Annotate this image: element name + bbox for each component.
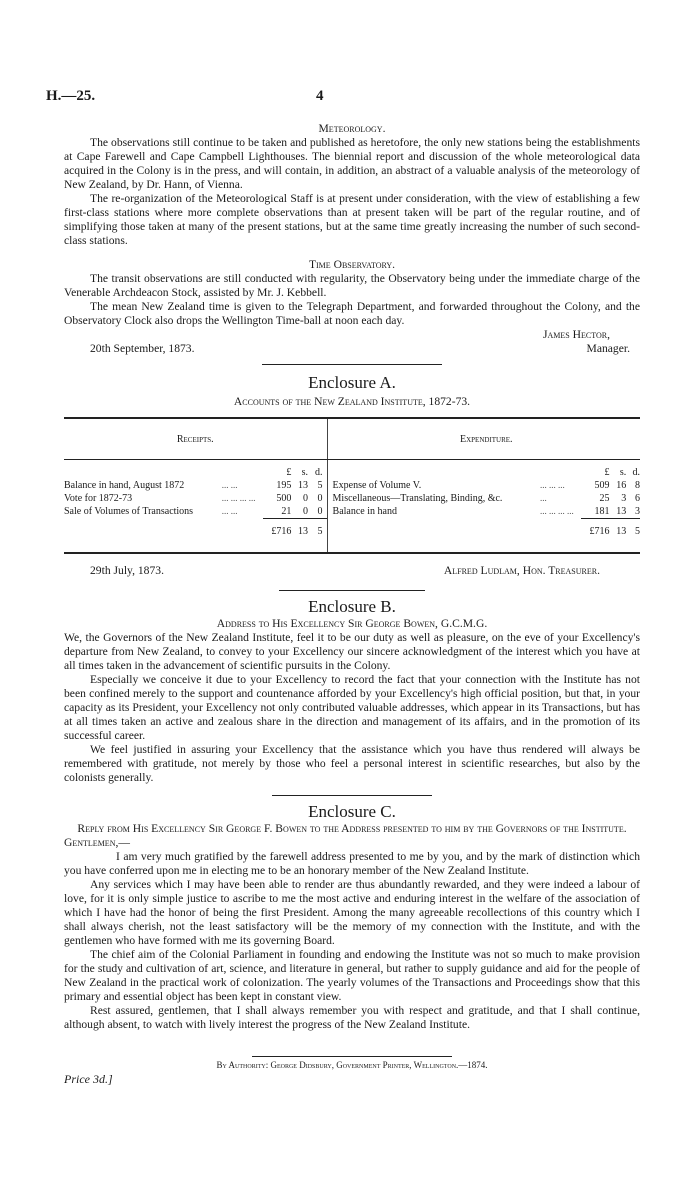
footer-rule [252,1056,452,1057]
time-observatory-section [64,258,640,356]
table-cell [64,466,218,479]
table-cell: 13 [297,480,308,491]
table-cell: Balance in hand, August 1872 [64,480,185,491]
table-cell: 5 [317,480,323,491]
table-cell: 0 [302,506,308,517]
paragraph: We, the Governors of the New Zealand Institute, feel it to be our duty as well as pleasure, on the eve of your Excellency's departure from New Zealand, to convey to your Excellency our sincere acknowledgment of the interest which you have at all times taken in the advancement of scientific pursuits in the Colony. [64,631,640,672]
signature-title: Manager. [586,342,630,355]
pounds-header: £ [286,467,292,478]
date: 20th September, 1873. [90,342,195,355]
table-cell: £716 [581,519,610,554]
document-reference: H.—25. [46,88,96,104]
table-cell [327,519,536,554]
shillings-header: s. [619,467,627,478]
enclosure-c [64,802,640,1032]
enclosure-title: Enclosure A. [308,373,396,392]
table-cell: 3 [635,506,640,517]
divider [279,590,425,591]
table-cell: 0 [317,493,323,504]
table-cell: 509 [594,480,610,491]
table-cell: Vote for 1872-73 [64,493,133,504]
table-cell [536,519,581,554]
enclosure-subtitle: Accounts of the New Zealand Institute, 1872-73. [233,395,471,408]
divider [262,364,442,365]
table-cell: 5 [626,519,640,554]
meteorology-section [64,122,640,248]
paragraph: Any services which I may have been able to render are thus abundantly rewarded, and they were indeed a labour of love, for it is only simple justice to ascribe to me the most active and enduring interest in the welfare of the association of which I have had the honor of being the first President. Among the many agreeable recollections of this country which I shall always cherish, not the least satisfactory will be the memory of my connection with the Institute, and with the gentlemen who have formed with me its governing Board. [64,878,640,947]
price: Price 3d.] [64,1072,113,1086]
table-cell: 25 [599,493,610,504]
pence-header: d. [632,467,640,478]
expenditure-header: Expenditure. [327,418,640,460]
enclosure-b [64,597,640,785]
table-cell: ... ... ... ... [221,493,256,503]
table-cell [64,519,218,554]
paragraph: The transit observations are still conducted with regularity, the Observatory being under the immediate charge of the Venerable Archdeacon Stock, assisted by Mr. J. Kebbell. [64,272,640,299]
signature: Alfred Ludlam, Hon. Treasurer. [443,564,600,577]
table-row [64,479,640,492]
receipts-header: Receipts. [64,418,327,460]
table-row [64,492,640,505]
enclosure-title: Enclosure C. [308,802,396,821]
table-cell [218,466,263,479]
table-cell: Miscellaneous—Translating, Binding, &c. [327,492,536,505]
paragraph: We feel justified in assuring your Excellency that the assistance which you have thus rendered will always be remembered with gratitude, not merely by those who feel a personal interest in scientific researches, but also by the colonists generally. [64,743,640,784]
table-cell [536,466,581,479]
enclosure-title: Enclosure B. [308,597,396,616]
table-cell: 5 [308,519,327,554]
table-cell: 8 [635,480,640,491]
table-cell: ... ... [221,480,238,490]
paragraph: The re-organization of the Meteorological Staff is at present under consideration, with the view of establishing a few first-class stations where more complete observations than at present taken will be part of the regular routine, and of simplifying those taken at many of the present stations, but at the same time greatly increasing the number of such second-class stations. [64,192,640,247]
paragraph: Rest assured, gentlemen, that I shall always remember you with respect and gratitude, and that I shall continue, although absent, to watch with lively interest the progress of the New Zealand Institute. [64,1004,640,1031]
signature-name: James Hector, [543,328,610,341]
paragraph: I am very much gratified by the farewell address presented to me by you, and by the mark of distinction which you have conferred upon me in electing me to be an honorary member of the New Zealand Institute. [64,850,640,877]
paragraph: The observations still continue to be taken and published as heretofore, the only new stations being the establishments at Cape Farewell and Cape Campbell Lighthouses. The biennial report and discussion of the whole meteorological data acquired in the Colony is in the press, and will contain, in addition, an abstract of a valuable analysis of the meteorology of New Zealand, by Dr. Hann, of Vienna. [64,136,640,191]
section-heading: Meteorology. [318,122,386,135]
total-row [64,519,640,554]
table-cell: 13 [616,506,627,517]
table-cell: 13 [610,519,627,554]
table-cell [218,519,263,554]
pence-header: d. [315,467,323,478]
enclosure-a [64,373,640,578]
table-cell: 21 [281,506,292,517]
table-cell: 13 [291,519,308,554]
printer-imprint: By Authority: George Didsbury, Government Printer, Wellington.—1874. [216,1060,488,1070]
document-page [46,0,640,1117]
table-cell: ... ... ... ... [540,506,574,516]
table-cell: 0 [317,506,323,517]
table-cell: 500 [276,493,292,504]
salutation: Gentlemen,— [64,836,130,849]
table-cell: ... ... [221,506,238,516]
pounds-header: £ [604,467,610,478]
table-cell: £716 [263,519,292,554]
page-number: 4 [316,88,324,104]
page-header [46,86,640,106]
table-cell: 181 [594,506,610,517]
divider [272,795,432,796]
date: 29th July, 1873. [90,564,164,577]
shillings-header: s. [301,467,308,478]
table-cell: Balance in hand [327,505,536,519]
table-cell: 6 [635,493,640,504]
table-cell: Expense of Volume V. [327,479,536,492]
table-cell: 0 [302,493,308,504]
table-cell: 3 [621,493,627,504]
treasurer-signature-line [64,564,640,578]
table-cell: ... ... ... [540,480,565,490]
paragraph: The chief aim of the Colonial Parliament in founding and endowing the Institute was not so much to make provision for the study and cultivation of art, science, and literature in general, but rather to supply guidance and aid for the people of New Zealand in the practical work of colonization. The yearly volumes of the Transactions and Proceedings show that this primary and essential object has been kept in constant view. [64,948,640,1003]
table-cell: 195 [276,480,292,491]
paragraph: Especially we conceive it due to your Excellency to record the fact that your connection with the Institute has not been confined merely to the support and countenance afforded by your Excellency's high official position, but that, in your capacity as its President, your Excellency not only contributed valuable addresses, which appear in its Transactions, but has at all times taken an active and zealous share in the direction and management of its affairs, and in the promotion of its successful career. [64,673,640,742]
table-cell: 16 [616,480,627,491]
table-cell [327,466,536,479]
accounts-table [64,417,640,554]
enclosure-subtitle: Reply from His Excellency Sir George F. Bowen to the Address presented to him by the Governors of the Institute. [77,822,627,835]
table-cell: Sale of Volumes of Transactions [64,506,194,517]
enclosure-subtitle: Address to His Excellency Sir George Bowen, G.C.M.G. [216,617,488,630]
section-heading: Time Observatory. [308,258,396,271]
table-cell: ... [540,493,547,503]
paragraph: The mean New Zealand time is given to the Telegraph Department, and forwarded throughout the Colony, and the Observatory Clock also drops the Wellington Time-ball at noon each day. [64,300,640,327]
table-row [64,505,640,519]
